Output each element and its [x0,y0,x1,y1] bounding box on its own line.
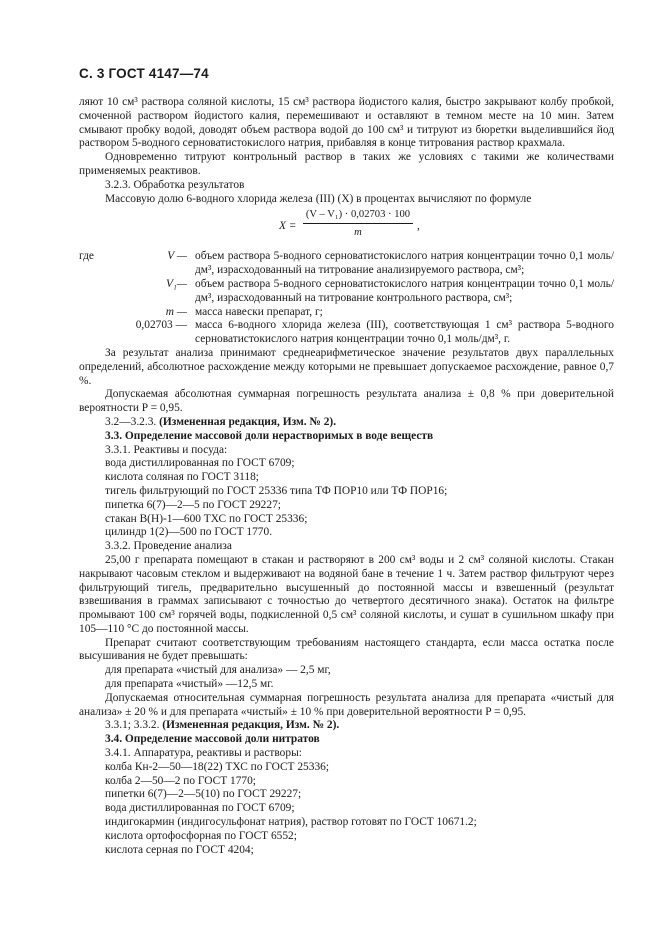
list-item: кислота серная по ГОСТ 4204; [105,843,254,856]
amendment-note: 3.3.1; 3.3.2. (Измененная редакция, Изм. № 2). [105,719,340,732]
list-item: для препарата «чистый» —12,5 мг. [105,678,274,691]
list-item: вода дистиллированная по ГОСТ 6709; [105,802,295,815]
definition-text: масса 6-водного хлорида железа (III), соответствующая 1 см³ раствора 5-водного серноватистокислого натрия концентрации точно 0,1 моль/дм³, г. [195,319,614,346]
paragraph: За результат анализа принимают среднеарифметическое значение результатов двух параллельных определений, абсолютное расхождение между которыми не превышает допускаемое расхождение, равное 0,7 %. [79,346,614,387]
paragraph: Препарат считают соответствующим требованиям настоящего стандарта, если масса остатка после высушивания не будет превышать: [79,636,614,663]
definition-text: объем раствора 5-водного серноватистокислого натрия концентрации точно 0,1 моль/дм³, израсходованный на титрование анализируемого раствора, см³; [195,250,614,277]
where-label: где [79,250,94,263]
definition-term: m — [165,305,187,318]
subsection-heading: 3.3.1. Реактивы и посуда: [105,443,228,456]
list-item: пипетка 6(7)—2—5 по ГОСТ 29227; [105,498,281,511]
document-body [79,96,614,857]
definition-text: объем раствора 5-водного серноватистокислого натрия концентрации точно 0,1 моль/дм³, израсходованный на титрование контрольного раствора, см³; [195,277,614,304]
list-item: кислота соляная по ГОСТ 3118; [105,471,259,484]
definition-term: V₁— [165,277,187,290]
definition-text: масса навески препарат, г; [195,305,323,318]
paragraph: Массовую долю 6-водного хлорида железа (III) (X) в процентах вычисляют по формуле [105,192,532,205]
definition-m [79,306,614,320]
formula-denominator: m [354,227,362,239]
definition-term: 0,02703 — [135,319,187,332]
section-heading: 3.4. Определение массовой доли нитратов [105,733,320,746]
list-item: индигокармин (индигосульфонат натрия), раствор готовят по ГОСТ 10671.2; [105,816,477,829]
formula-lhs: X = [279,220,297,233]
list-item: цилиндр 1(2)—500 по ГОСТ 1770. [105,526,273,539]
list-item: кислота ортофосфорная по ГОСТ 6552; [105,829,297,842]
definition-v [79,250,614,278]
subsection-heading: 3.3.2. Проведение анализа [105,540,232,553]
list-item: колба Кн-2—50—18(22) ТХС по ГОСТ 25336; [105,760,329,773]
list-item: пипетки 6(7)—2—5(10) по ГОСТ 29227; [105,788,302,801]
formula-numerator: (V – V₁) · 0,02703 · 100 [303,208,413,224]
section-heading: 3.2.3. Обработка результатов [105,178,245,191]
formula-fraction [303,208,413,240]
subsection-heading: 3.4.1. Аппаратура, реактивы и растворы: [105,747,302,760]
definition-term: где V — [79,250,187,263]
list-item: колба 2—50—2 по ГОСТ 1770; [105,774,256,787]
list-item: тигель фильтрующий по ГОСТ 25336 типа ТФ ПОР10 или ТФ ПОР16; [105,484,448,497]
paragraph: Допускаемая абсолютная суммарная погрешность результата анализа ± 0,8 % при доверительной вероятности P = 0,95. [79,388,614,415]
formula [79,206,614,250]
paragraph: ляют 10 см³ раствора соляной кислоты, 15 см³ раствора йодистого калия, быстро закрывают колбу пробкой, смоченной раствором йодистого калия, перемешивают и оставляют в темном месте на 10 мин. Затем смывают пробку водой, доводят объем раствора водой до 100 см³ и титруют из бюретки выделившийся йод раствором 5-водного серноватистокислого натрия, прибавляя в конце титрования раствор крахмала. [79,96,614,150]
definition-coefficient [79,319,614,347]
list-item: вода дистиллированная по ГОСТ 6709; [105,457,295,470]
definition-v1 [79,278,614,306]
paragraph: 25,00 г препарата помещают в стакан и растворяют в 200 см³ воды и 2 см³ соляной кислоты. Стакан накрывают часовым стеклом и выдерживают на водяной бане в течение 1 ч. Затем раствор фильтруют через фильтрующий тигель, предварительно высушенный до постоянной массы и взвешенный (результат взвешивания в граммах записывают с точностью до четвертого десятичного знака). Остаток на фильтре промывают 100 см³ горячей воды, подкисленной 0,5 см³ соляной кислоты, и сушат в сушильном шкафу при 105—110 °С до постоянной массы. [79,553,614,635]
page-header: С. 3 ГОСТ 4147—74 [79,66,209,81]
formula-comma: , [417,220,420,233]
amendment-note: 3.2—3.2.3. (Измененная редакция, Изм. № 2). [105,415,337,428]
paragraph: Одновременно титруют контрольный раствор в таких же условиях с такими же количествами применяемых реактивов. [79,151,614,177]
paragraph: Допускаемая относительная суммарная погрешность результата анализа для препарата «чистый для анализа» ± 20 % и для препарата «чистый» ± 10 % при доверительной вероятности P = 0,95. [79,691,614,718]
list-item: для препарата «чистый для анализа» — 2,5 мг, [105,664,331,677]
list-item: стакан В(Н)-1—600 ТХС по ГОСТ 25336; [105,512,308,525]
section-heading: 3.3. Определение массовой доли нерастворимых в воде веществ [105,429,434,442]
